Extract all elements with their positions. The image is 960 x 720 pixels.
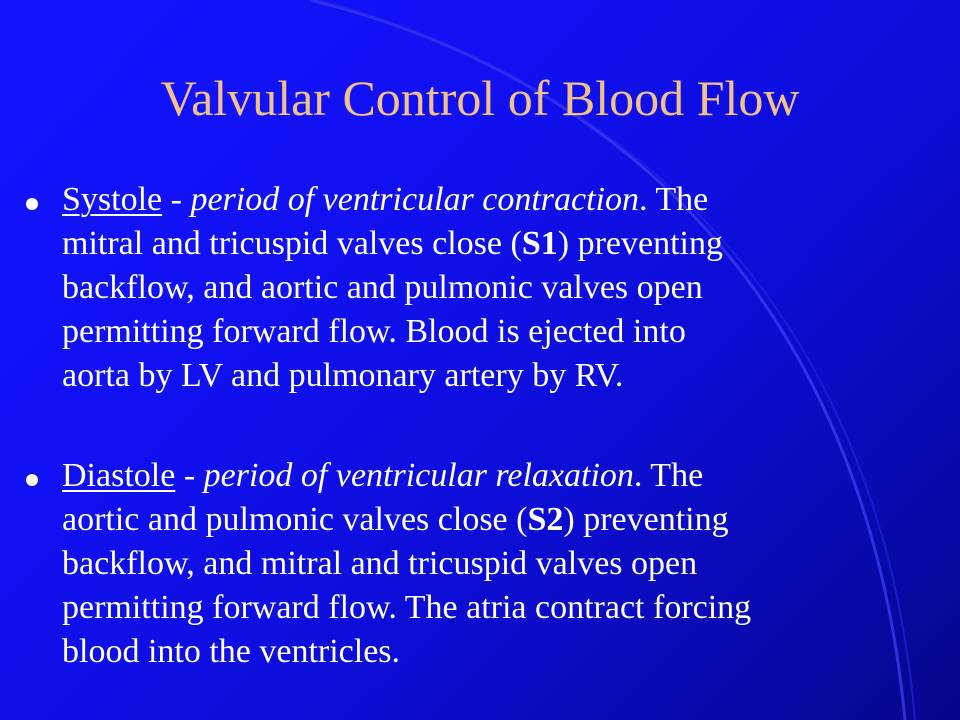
bullet-dot-icon	[26, 474, 38, 486]
line-text: aortic and pulmonic valves close (	[62, 501, 528, 538]
bullet-line: blood into the ventricles.	[62, 633, 401, 670]
heart-sound-label: S1	[521, 225, 558, 262]
bullet-dot-icon	[26, 198, 38, 210]
separator: -	[175, 457, 204, 494]
slide-title: Valvular Control of Blood Flow	[160, 70, 800, 126]
bullet-systole	[62, 178, 952, 398]
bullet-line: backflow, and aortic and pulmonic valves open	[62, 269, 703, 306]
definition-systole: period of ventricular contraction	[190, 181, 639, 218]
bullet-line	[62, 454, 952, 498]
line-continuation: . The	[639, 181, 709, 218]
heart-sound-label: S2	[527, 501, 564, 538]
term-diastole: Diastole	[62, 457, 176, 494]
bullet-line	[62, 222, 952, 266]
term-systole: Systole	[62, 181, 163, 218]
separator: -	[162, 181, 191, 218]
line-text: mitral and tricuspid valves close (	[62, 225, 522, 262]
bullet-line	[62, 498, 952, 542]
line-text: ) preventing	[557, 225, 723, 262]
bullet-line: permitting forward flow. The atria contract forcing	[62, 589, 752, 626]
bullet-line: permitting forward flow. Blood is ejected into	[62, 313, 686, 350]
bullet-diastole	[62, 454, 952, 674]
line-text: ) preventing	[563, 501, 729, 538]
line-continuation: . The	[633, 457, 704, 494]
bullet-line	[62, 178, 952, 222]
bullet-line: aorta by LV and pulmonary artery by RV.	[62, 357, 624, 394]
definition-diastole: period of ventricular relaxation	[203, 457, 634, 494]
bullet-line: backflow, and mitral and tricuspid valves open	[62, 545, 698, 582]
